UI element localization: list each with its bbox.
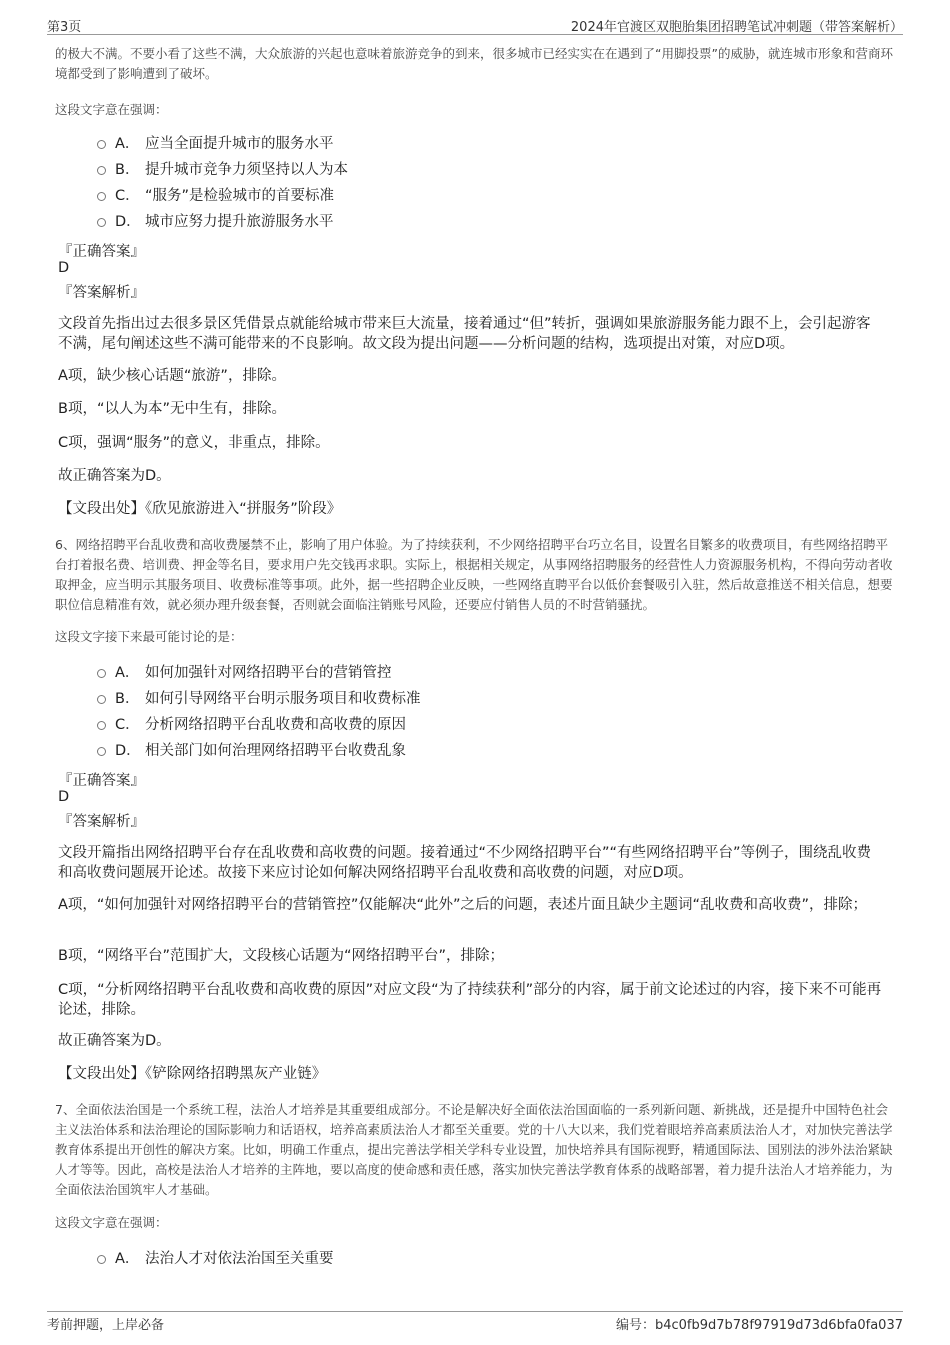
q6-passage: 6、网络招聘平台乱收费和高收费屡禁不止，影响了用户体验。为了持续获利，不少网络招聘平台巧立名目，设置名目繁多的收费项目，有些网络招聘平台打着报名费、培训费、押金等名目，要求用户先交钱再求职。实际上，根据相关规定，从事网络招聘服务的经营性人力资源服务机构，不得向劳动者收取押金，应当明示其服务项目、收费标准等事项。此外，据一些招聘企业反映，一些网络直聘平台以低价套餐吸引入驻，然后故意推送不相关信息，想要职位信息精准有效，就必须办理升级套餐，否则就会面临注销账号风险，还要应付销售人员的不时营销骚扰。 bbox=[55, 537, 893, 612]
q6-conclusion: 故正确答案为D。 bbox=[58, 1033, 171, 1049]
q6-stem: 这段文字接下来最可能讨论的是： bbox=[55, 629, 243, 644]
radio-icon[interactable] bbox=[97, 747, 106, 756]
q5-option-d[interactable]: D． 城市应努力提升旅游服务水平 bbox=[97, 211, 334, 233]
q7-option-a[interactable]: A． 法治人才对依法治国至关重要 bbox=[97, 1248, 334, 1270]
q5-analysis-b: B项，“以人为本”无中生有，排除。 bbox=[58, 401, 286, 417]
q6-option-a[interactable]: A． 如何加强针对网络招聘平台的营销管控 bbox=[97, 662, 392, 684]
q5-option-c[interactable]: C． “服务”是检验城市的首要标准 bbox=[97, 185, 334, 207]
radio-icon[interactable] bbox=[97, 218, 106, 227]
q6-analysis-main: 文段开篇指出网络招聘平台存在乱收费和高收费的问题。接着通过“不少网络招聘平台”“有些网络招聘平台”等例子，围绕乱收费和高收费问题展开论述。故接下来应讨论如何解决网络招聘平台乱收费和高收费的问题，对应D项。 bbox=[58, 845, 872, 881]
radio-icon[interactable] bbox=[97, 192, 106, 201]
radio-icon[interactable] bbox=[97, 695, 106, 704]
radio-icon[interactable] bbox=[97, 140, 106, 149]
q6-source: 【文段出处】《铲除网络招聘黑灰产业链》 bbox=[58, 1066, 327, 1082]
q5-analysis-main: 文段首先指出过去很多景区凭借景点就能给城市带来巨大流量，接着通过“但”转折，强调如果旅游服务能力跟不上，会引起游客不满，尾句阐述这些不满可能带来的不良影响。故文段为提出问题——分析问题的结构，选项提出对策，对应D项。 bbox=[58, 316, 871, 352]
radio-icon[interactable] bbox=[97, 166, 106, 175]
q5-stem: 这段文字意在强调： bbox=[55, 102, 168, 117]
q5-analysis-c: C项，强调“服务”的意义，非重点，排除。 bbox=[58, 435, 330, 451]
q6-answer-label: 『正确答案』 bbox=[58, 773, 145, 789]
q5-option-b[interactable]: B． 提升城市竞争力须坚持以人为本 bbox=[97, 159, 348, 181]
q6-option-b[interactable]: B． 如何引导网络平台明示服务项目和收费标准 bbox=[97, 688, 421, 710]
q7-stem: 这段文字意在强调： bbox=[55, 1215, 168, 1230]
footer-slogan: 考前押题，上岸必备 bbox=[47, 1318, 165, 1333]
q5-option-a[interactable]: A． 应当全面提升城市的服务水平 bbox=[97, 133, 334, 155]
page-number: 第3页 bbox=[47, 20, 82, 35]
document-title: 2024年官渡区双胞胎集团招聘笔试冲刺题（带答案解析） bbox=[570, 20, 903, 35]
header-divider bbox=[47, 34, 903, 35]
page-header bbox=[47, 14, 903, 34]
page-footer bbox=[47, 1314, 903, 1332]
q6-option-c[interactable]: C． 分析网络招聘平台乱收费和高收费的原因 bbox=[97, 714, 406, 736]
q5-conclusion: 故正确答案为D。 bbox=[58, 468, 171, 484]
q6-analysis-c: C项，“分析网络招聘平台乱收费和高收费的原因”对应文段“为了持续获利”部分的内容，属于前文论述过的内容，接下来不可能再论述，排除。 bbox=[58, 982, 882, 1018]
q6-analysis-label: 『答案解析』 bbox=[58, 814, 145, 830]
q7-passage: 7、全面依法治国是一个系统工程，法治人才培养是其重要组成部分。不论是解决好全面依法治国面临的一系列新问题、新挑战，还是提升中国特色社会主义法治体系和法治理论的国际影响力和话语权，培养高素质法治人才都至关重要。党的十八大以来，我们党着眼培养高素质法治人才，对加快完善法学教育体系提出开创性的解决方案。比如，明确工作重点，提出完善法学相关学科专业设置，加快培养具有国际视野，精通国际法、国别法的涉外法治紧缺人才等等。因此，高校是法治人才培养的主阵地，要以高度的使命感和责任感，落实加快完善法学教育体系的战略部署，着力提升法治人才培养能力，为全面依法治国筑牢人才基础。 bbox=[55, 1102, 893, 1197]
footer-divider bbox=[47, 1311, 903, 1312]
q5-answer: D bbox=[58, 260, 70, 276]
q5-answer-label: 『正确答案』 bbox=[58, 244, 145, 260]
q5-passage-tail: 的极大不满。不要小看了这些不满，大众旅游的兴起也意味着旅游竞争的到来，很多城市已经实实在在遇到了“用脚投票”的威胁，就连城市形象和营商环境都受到了影响遭到了破坏。 bbox=[55, 46, 893, 81]
q5-source: 【文段出处】《欣见旅游进入“拼服务”阶段》 bbox=[58, 501, 342, 517]
radio-icon[interactable] bbox=[97, 669, 106, 678]
radio-icon[interactable] bbox=[97, 1255, 106, 1264]
radio-icon[interactable] bbox=[97, 721, 106, 730]
q6-analysis-b: B项，“网络平台”范围扩大，文段核心话题为“网络招聘平台”，排除； bbox=[58, 948, 504, 964]
q6-analysis-a: A项，“如何加强针对网络招聘平台的营销管控”仅能解决“此外”之后的问题，表述片面且缺少主题词“乱收费和高收费”，排除； bbox=[58, 897, 867, 913]
document-serial: 编号：b4c0fb9d7b78f97919d73d6bfa0fa037 bbox=[615, 1318, 903, 1333]
q5-analysis-a: A项，缺少核心话题“旅游”，排除。 bbox=[58, 368, 286, 384]
q5-analysis-label: 『答案解析』 bbox=[58, 285, 145, 301]
q6-option-d[interactable]: D． 相关部门如何治理网络招聘平台收费乱象 bbox=[97, 740, 406, 762]
q6-answer: D bbox=[58, 789, 70, 805]
